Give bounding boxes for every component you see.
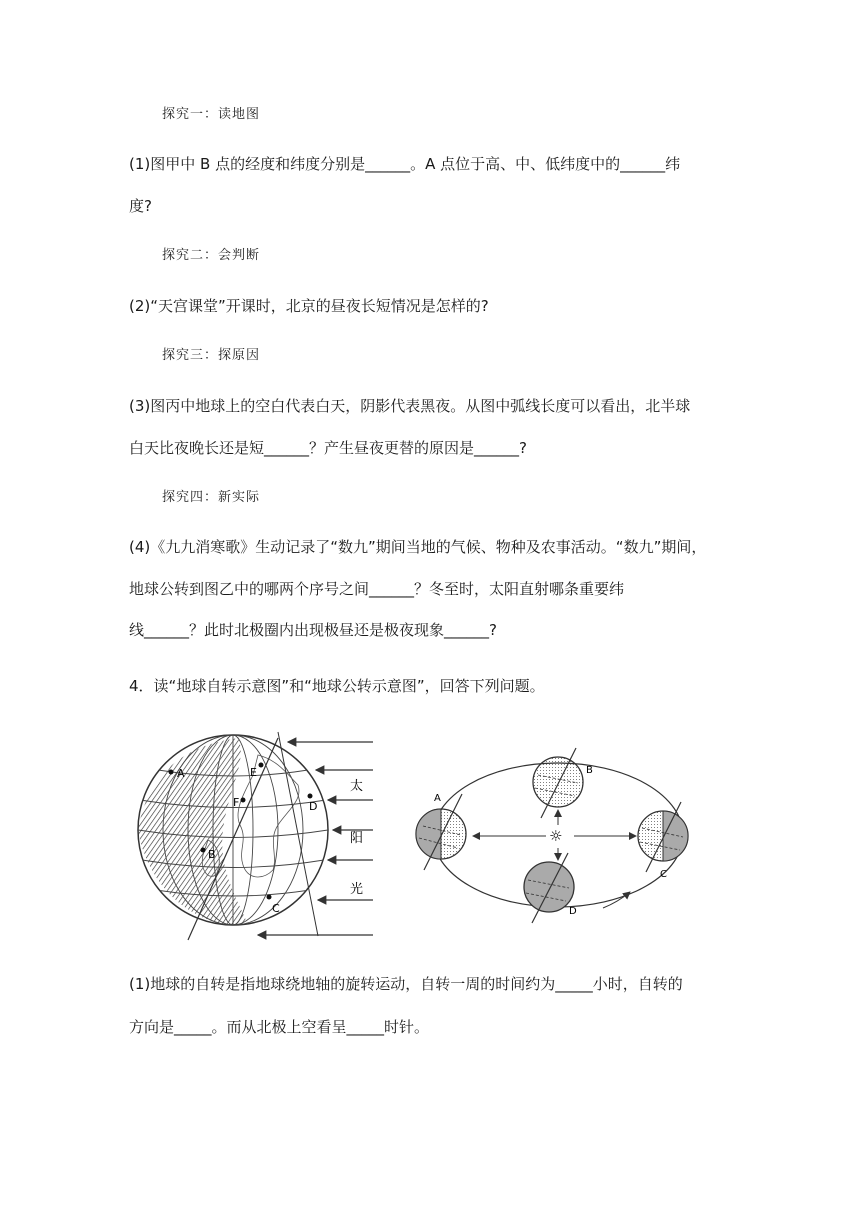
question-4-line-2: 地球公转到图乙中的哪两个序号之间______？冬至时，太阳直射哪条重要纬 — [129, 580, 625, 598]
section-heading-2: 探究二：会判断 — [162, 248, 261, 263]
question-2: (2)“天宫课堂”开课时，北京的昼夜长短情况是怎样的? — [129, 297, 489, 315]
orbit-label-c: C — [660, 869, 667, 880]
question-4-line-3: 线______？此时北极圈内出现极昼还是极夜现象______? — [129, 621, 497, 639]
section-heading-4: 探究四：新实际 — [162, 490, 261, 505]
question-1-line-2: 度? — [129, 197, 152, 215]
sun-char-3: 光 — [350, 882, 364, 897]
sun-char-1: 太 — [350, 779, 364, 794]
revolution-diagram — [416, 748, 688, 923]
point-label-e: E — [250, 766, 257, 779]
problem-4-sub-1-line-1: (1)地球的自转是指地球绕地轴的旋转运动，自转一周的时间约为_____小时，自转的 — [129, 975, 683, 993]
point-label-b: B — [208, 848, 216, 861]
point-label-d: D — [309, 800, 318, 813]
question-4-line-1: (4)《九九消寒歌》生动记录了“数九”期间当地的气候、物种及农事活动。“数九”期间， — [129, 538, 707, 556]
rotation-globe — [138, 732, 328, 940]
question-1-line-1: (1)图甲中 B 点的经度和纬度分别是______。A 点位于高、中、低纬度中的______纬 — [129, 155, 681, 173]
sun-icon: ☼ — [549, 827, 563, 845]
orbit-label-b: B — [586, 765, 593, 776]
question-3-line-1: (3)图丙中地球上的空白代表白天，阴影代表黑夜。从图中弧线长度可以看出，北半球 — [129, 397, 691, 415]
sun-char-2: 阳 — [350, 831, 364, 846]
orbit-label-d: D — [569, 906, 577, 917]
question-3-line-2: 白天比夜晚长还是短______？产生昼夜更替的原因是______? — [129, 439, 527, 457]
orbit-label-a: A — [434, 793, 441, 804]
earth-rotation-revolution-figure — [128, 730, 728, 945]
point-label-c: C — [272, 902, 280, 915]
section-heading-3: 探究三：探原因 — [162, 348, 261, 363]
problem-4-sub-1-line-2: 方向是_____。而从北极上空看呈_____时针。 — [129, 1018, 430, 1036]
point-label-a: A — [177, 767, 185, 780]
problem-4-title: 4．读“地球自转示意图”和“地球公转示意图”，回答下列问题。 — [129, 677, 545, 695]
section-heading-1: 探究一：读地图 — [162, 107, 261, 122]
point-label-f: F — [233, 796, 240, 809]
